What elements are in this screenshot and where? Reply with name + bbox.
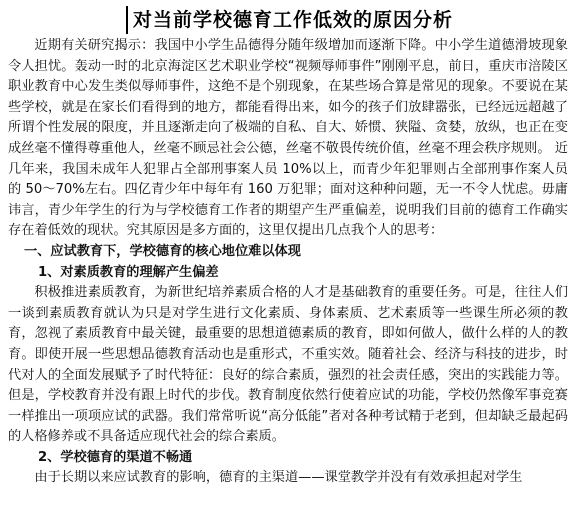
section-heading-1: 一、应试教育下，学校德育的核心地位难以体现	[24, 243, 301, 259]
intro-paragraph: 近期有关研究揭示：我国中小学生品德得分随年级增加而逐渐下降。中小学生道德滑坡现象令人担忧。轰动一时的北京海淀区艺术职业学校“视频辱师事件”刚刚平息，前日，重庆市涪陵区职业教育中心发生类似辱师事件，这绝不是个别现象，在某些场合算是常见的现象。不要说在某些学校，就是在家长们看得到的地方，都能看得出来，如今的孩子们放肆嚣张，已经远远超越了所谓个性发展的限度，并且逐渐走向了极端的自私、自大、娇惯、狭隘、贪婪，放纵，也正在变成丝毫不懂得尊重他人，丝毫不顾忌社会公德，丝毫不敬畏传统价值，丝毫不理会秩序规则。 近几年来，我国未成年人犯罪占全部刑事案人员 10%以上，而青少年犯罪则占全部刑事作案人员的 50～70%左右。四亿青少年中每年有 160 万犯罪；面对这种种问题，无一不令人忧虑。毋庸讳言，青少年学生的行为与学校德育工作者的期望产生严重偏差，说明我们目前的德育工作确实存在着低效的现状。究其原因是多方面的，这里仅提出几点我个人的思考：	[8, 38, 568, 239]
document-title: 对当前学校德育工作低效的原因分析	[133, 9, 454, 31]
subsection-paragraph-1: 积极推进素质教育，为新世纪培养素质合格的人才是基础教育的重要任务。可是，往往人们一谈到素质教育就认为只是对学生进行文化素质、身体素质、艺术素质等一些课生所必须的教育，忽视了素质教育中最关键，最重要的思想道德素质的教育，即如何做人，做什么样的人的教育。即使开展一些思想品德教育活动也是重形式，不重实效。随着社会、经济与科技的进步，时代对人的全面发展赋予了时代特征：良好的综合素质，强烈的社会责任感，突出的实践能力等。但是，学校教育并没有跟上时代的步伐。教育制度依然行使着应试的功能，学校仍然像军事竞赛一样推出一项项应试的武器。我们常常听说“高分低能”者对各种考试精于老到，但却缺乏最起码的人格修养或不具备适应现代社会的综合素质。	[8, 285, 568, 445]
subsection-heading-2: 2、学校德育的渠道不畅通	[38, 449, 193, 465]
subsection-heading-1: 1、对素质教育的理解产生偏差	[38, 264, 219, 280]
text-cursor	[126, 6, 128, 34]
title-row	[8, 0, 568, 36]
subsection-paragraph-2: 由于长期以来应试教育的影响，德育的主渠道——课堂教学并没有有效承担起对学生	[34, 470, 523, 486]
